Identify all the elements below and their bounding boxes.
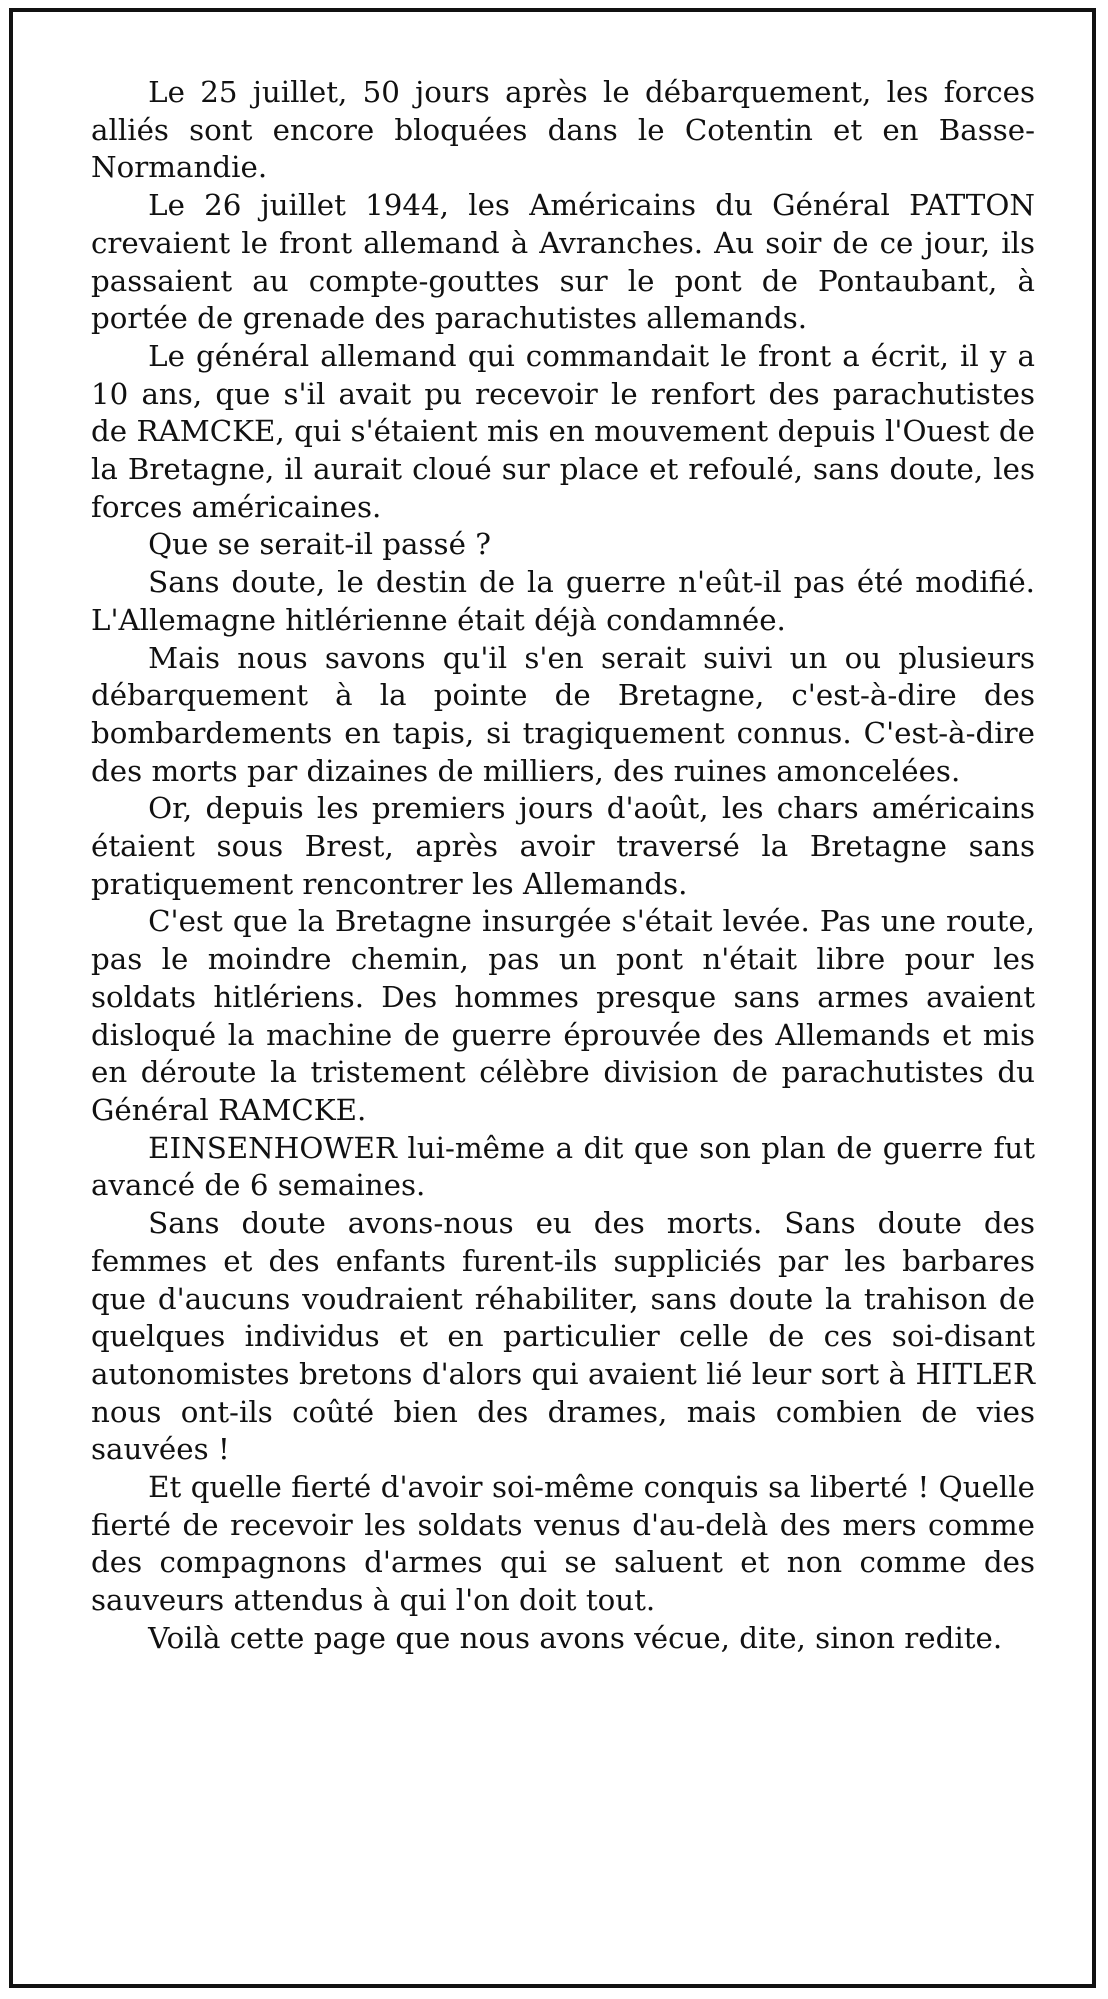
paragraph-3: Le général allemand qui commandait le front a écrit, il y a 10 ans, que s'il avait pu recevoir le renfort des parachutistes de RAMCKE, qui s'étaient mis en mouvement depuis l'Ouest de la Bretagne, il aurait cloué sur place et refoulé, sans doute, les forces américaines.	[91, 338, 1035, 524]
paragraph-11: Et quelle fierté d'avoir soi-même conquis sa liberté ! Quelle fierté de recevoir les soldats venus d'au-delà des mers comme des compagnons d'armes qui se saluent et non comme des sauveurs attendus à qui l'on doit tout.	[91, 1470, 1035, 1618]
paragraph-2: Le 26 juillet 1944, les Américains du Général PATTON crevaient le front allemand à Avranches. Au soir de ce jour, ils passaient au compte-gouttes sur le pont de Pontaubant, à portée de grenade des parachutistes allemands.	[91, 188, 1035, 336]
page-frame	[9, 8, 1096, 1988]
paragraph-6: Mais nous savons qu'il s'en serait suivi un ou plusieurs débarquement à la pointe de Bretagne, c'est-à-dire des bombardements en tapis, si tragiquement connus. C'est-à-dire des morts par dizaines de milliers, des ruines amoncelées.	[91, 640, 1035, 788]
paragraph-7: Or, depuis les premiers jours d'août, les chars américains étaient sous Brest, après avoir traversé la Bretagne sans pratiquement rencontrer les Allemands.	[91, 791, 1035, 901]
paragraph-12: Voilà cette page que nous avons vécue, dite, sinon redite.	[148, 1620, 1003, 1655]
paragraph-1: Le 25 juillet, 50 jours après le débarquement, les forces alliés sont encore bloquées dans le Cotentin et en Basse-Normandie.	[91, 75, 1035, 185]
document-body	[91, 74, 1035, 1658]
paragraph-4: Que se serait-il passé ?	[148, 527, 491, 562]
paragraph-9: EINSENHOWER lui-même a dit que son plan de guerre fut avancé de 6 semaines.	[91, 1130, 1035, 1203]
paragraph-8: C'est que la Bretagne insurgée s'était levée. Pas une route, pas le moindre chemin, pas un pont n'était libre pour les soldats hitlériens. Des hommes presque sans armes avaient disloqué la machine de guerre éprouvée des Allemands et mis en déroute la tristement célèbre division de parachutistes du Général RAMCKE.	[91, 904, 1035, 1127]
paragraph-5: Sans doute, le destin de la guerre n'eût-il pas été modifié. L'Allemagne hitlérienne était déjà condamnée.	[91, 565, 1035, 637]
paragraph-10: Sans doute avons-nous eu des morts. Sans doute des femmes et des enfants furent-ils suppliciés par les barbares que d'aucuns voudraient réhabiliter, sans doute la trahison de quelques individus et en particulier celle de ces soi-disant autonomistes bretons d'alors qui avaient lié leur sort à HITLER nous ont-ils coûté bien des drames, mais combien de vies sauvées !	[91, 1206, 1035, 1467]
